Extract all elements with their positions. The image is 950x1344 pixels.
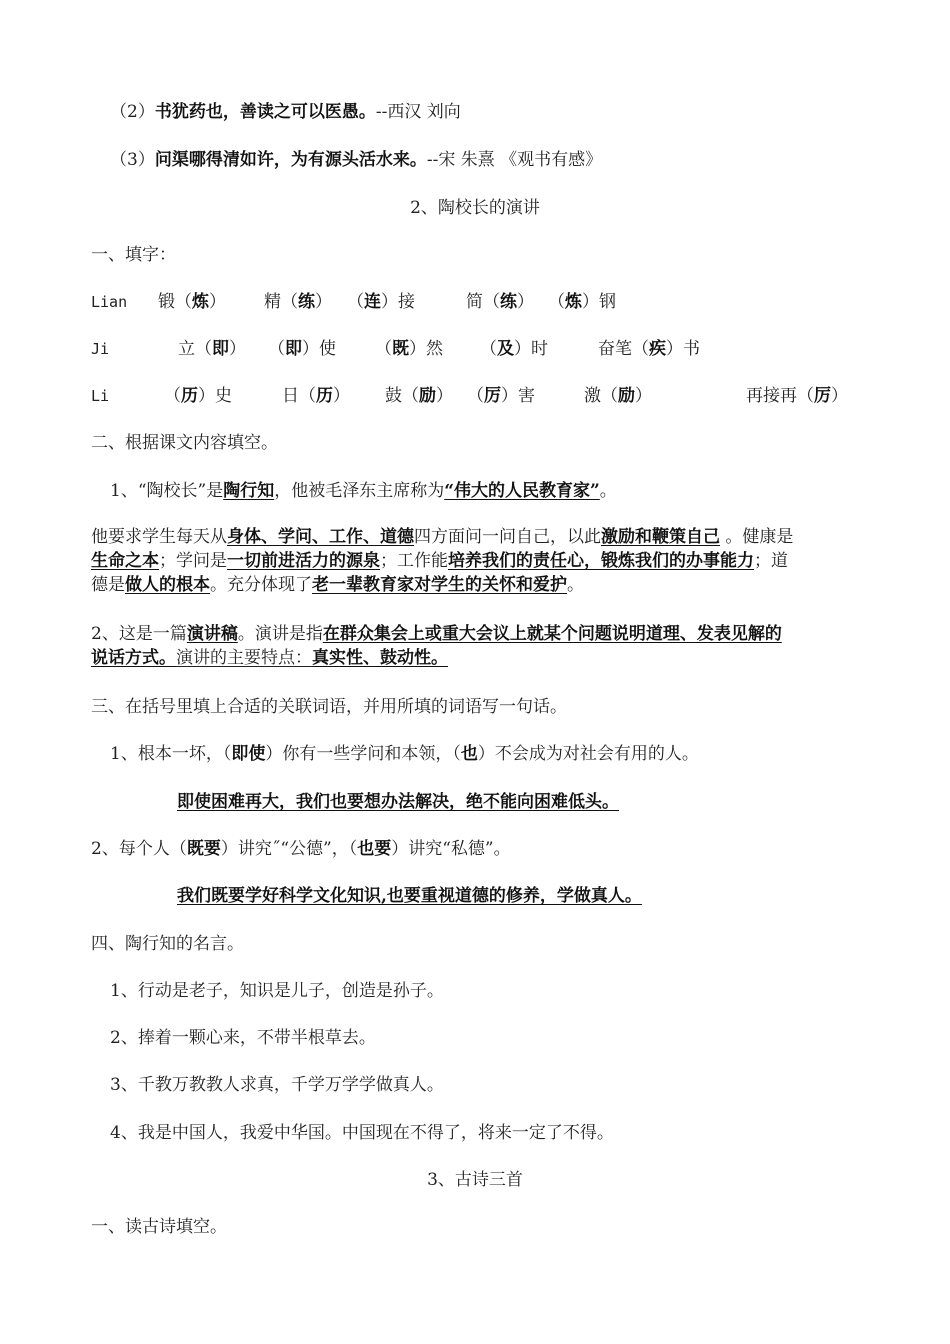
pinyin-label: Li bbox=[91, 387, 110, 405]
quote-number: （2） bbox=[110, 102, 155, 122]
fill-item: 鼓（励） bbox=[385, 386, 453, 406]
fill-item: （及）时 bbox=[480, 339, 548, 359]
fill-row-ji bbox=[0, 337, 950, 361]
fill-item: （连）接 bbox=[347, 292, 415, 312]
pinyin-label: Ji bbox=[91, 340, 110, 358]
fill-item: 日（历） bbox=[282, 386, 350, 406]
para-line: 生命之本；学问是一切前进活力的源泉；工作能培养我们的责任心，锻炼我们的办事能力；道 bbox=[91, 551, 788, 571]
paragraph-answer bbox=[91, 525, 861, 597]
answer-sentence: 即使困难再大，我们也要想办法解决，绝不能向困难低头。 bbox=[177, 792, 619, 812]
answer-sentence: 我们既要学好科学文化知识,也要重视道德的修养，学做真人。 bbox=[177, 886, 642, 906]
quote-item: 4、我是中国人，我爱中华国。中国现在不得了，将来一定了不得。 bbox=[110, 1123, 614, 1143]
fill-item: 精（练） bbox=[264, 292, 332, 312]
section-heading: 四、陶行知的名言。 bbox=[91, 934, 244, 954]
question-1: 1、“陶校长”是陶行知，他被毛泽东主席称为“伟大的人民教育家”。 bbox=[110, 481, 617, 501]
fill-item: 锻（炼） bbox=[158, 292, 226, 312]
section-heading: 三、在括号里填上合适的关联词语，并用所填的词语写一句话。 bbox=[91, 697, 567, 717]
fill-item: 奋笔（疾）书 bbox=[598, 339, 700, 359]
fill-item: （既）然 bbox=[375, 339, 443, 359]
para-line: 说话方式。演讲的主要特点：真实性、鼓动性。 bbox=[91, 648, 448, 668]
section-heading: 二、根据课文内容填空。 bbox=[91, 433, 278, 453]
para-line: 2、这是一篇演讲稿。演讲是指在群众集会上或重大会议上就某个问题说明道理、发表见解的 bbox=[91, 624, 782, 644]
quote-number: （3） bbox=[110, 150, 155, 170]
fill-item: （历）史 bbox=[164, 386, 232, 406]
fill-item: 再接再（厉） bbox=[746, 386, 848, 406]
question-2: 2、每个人（既要）讲究˝“公德”，（也要）讲究“私德”。 bbox=[91, 839, 511, 859]
lesson-title: 3、古诗三首 bbox=[427, 1170, 523, 1190]
pinyin-label: Lian bbox=[91, 293, 128, 311]
fill-item: 立（即） bbox=[178, 339, 246, 359]
para-line: 他要求学生每天从身体、学问、工作、道德四方面问一问自己，以此激励和鞭策自己 。健康是 bbox=[91, 527, 794, 547]
question-1: 1、根本一坏，（即使）你有一些学问和本领，（也）不会成为对社会有用的人。 bbox=[110, 744, 699, 764]
fill-row-li bbox=[0, 384, 950, 408]
para-line: 德是做人的根本。充分体现了老一辈教育家对学生的关怀和爱护。 bbox=[91, 575, 584, 595]
section-heading: 一、填字： bbox=[91, 245, 176, 265]
quote-text: 书犹药也，善读之可以医愚。 bbox=[154, 102, 376, 122]
quote-item: 2、捧着一颗心来，不带半根草去。 bbox=[110, 1028, 376, 1048]
quote-2 bbox=[110, 100, 461, 124]
quote-item: 1、行动是老子，知识是儿子，创造是孙子。 bbox=[110, 981, 444, 1001]
quote-3 bbox=[110, 148, 602, 172]
fill-item: 激（励） bbox=[584, 386, 652, 406]
quote-item: 3、千教万教教人求真，千学万学学做真人。 bbox=[110, 1075, 444, 1095]
fill-item: （即）使 bbox=[268, 339, 336, 359]
fill-row-lian bbox=[0, 290, 950, 314]
fill-item: （炼）钢 bbox=[548, 292, 616, 312]
section-heading: 一、读古诗填空。 bbox=[91, 1217, 227, 1237]
fill-item: （厉）害 bbox=[467, 386, 535, 406]
question-2 bbox=[91, 622, 861, 670]
quote-source: --宋 朱熹 《观书有感》 bbox=[426, 150, 603, 170]
fill-item: 简（练） bbox=[466, 292, 534, 312]
lesson-title: 2、陶校长的演讲 bbox=[410, 198, 540, 218]
quote-text: 问渠哪得清如许，为有源头活水来。 bbox=[154, 150, 427, 170]
quote-source: --西汉 刘向 bbox=[375, 102, 461, 122]
